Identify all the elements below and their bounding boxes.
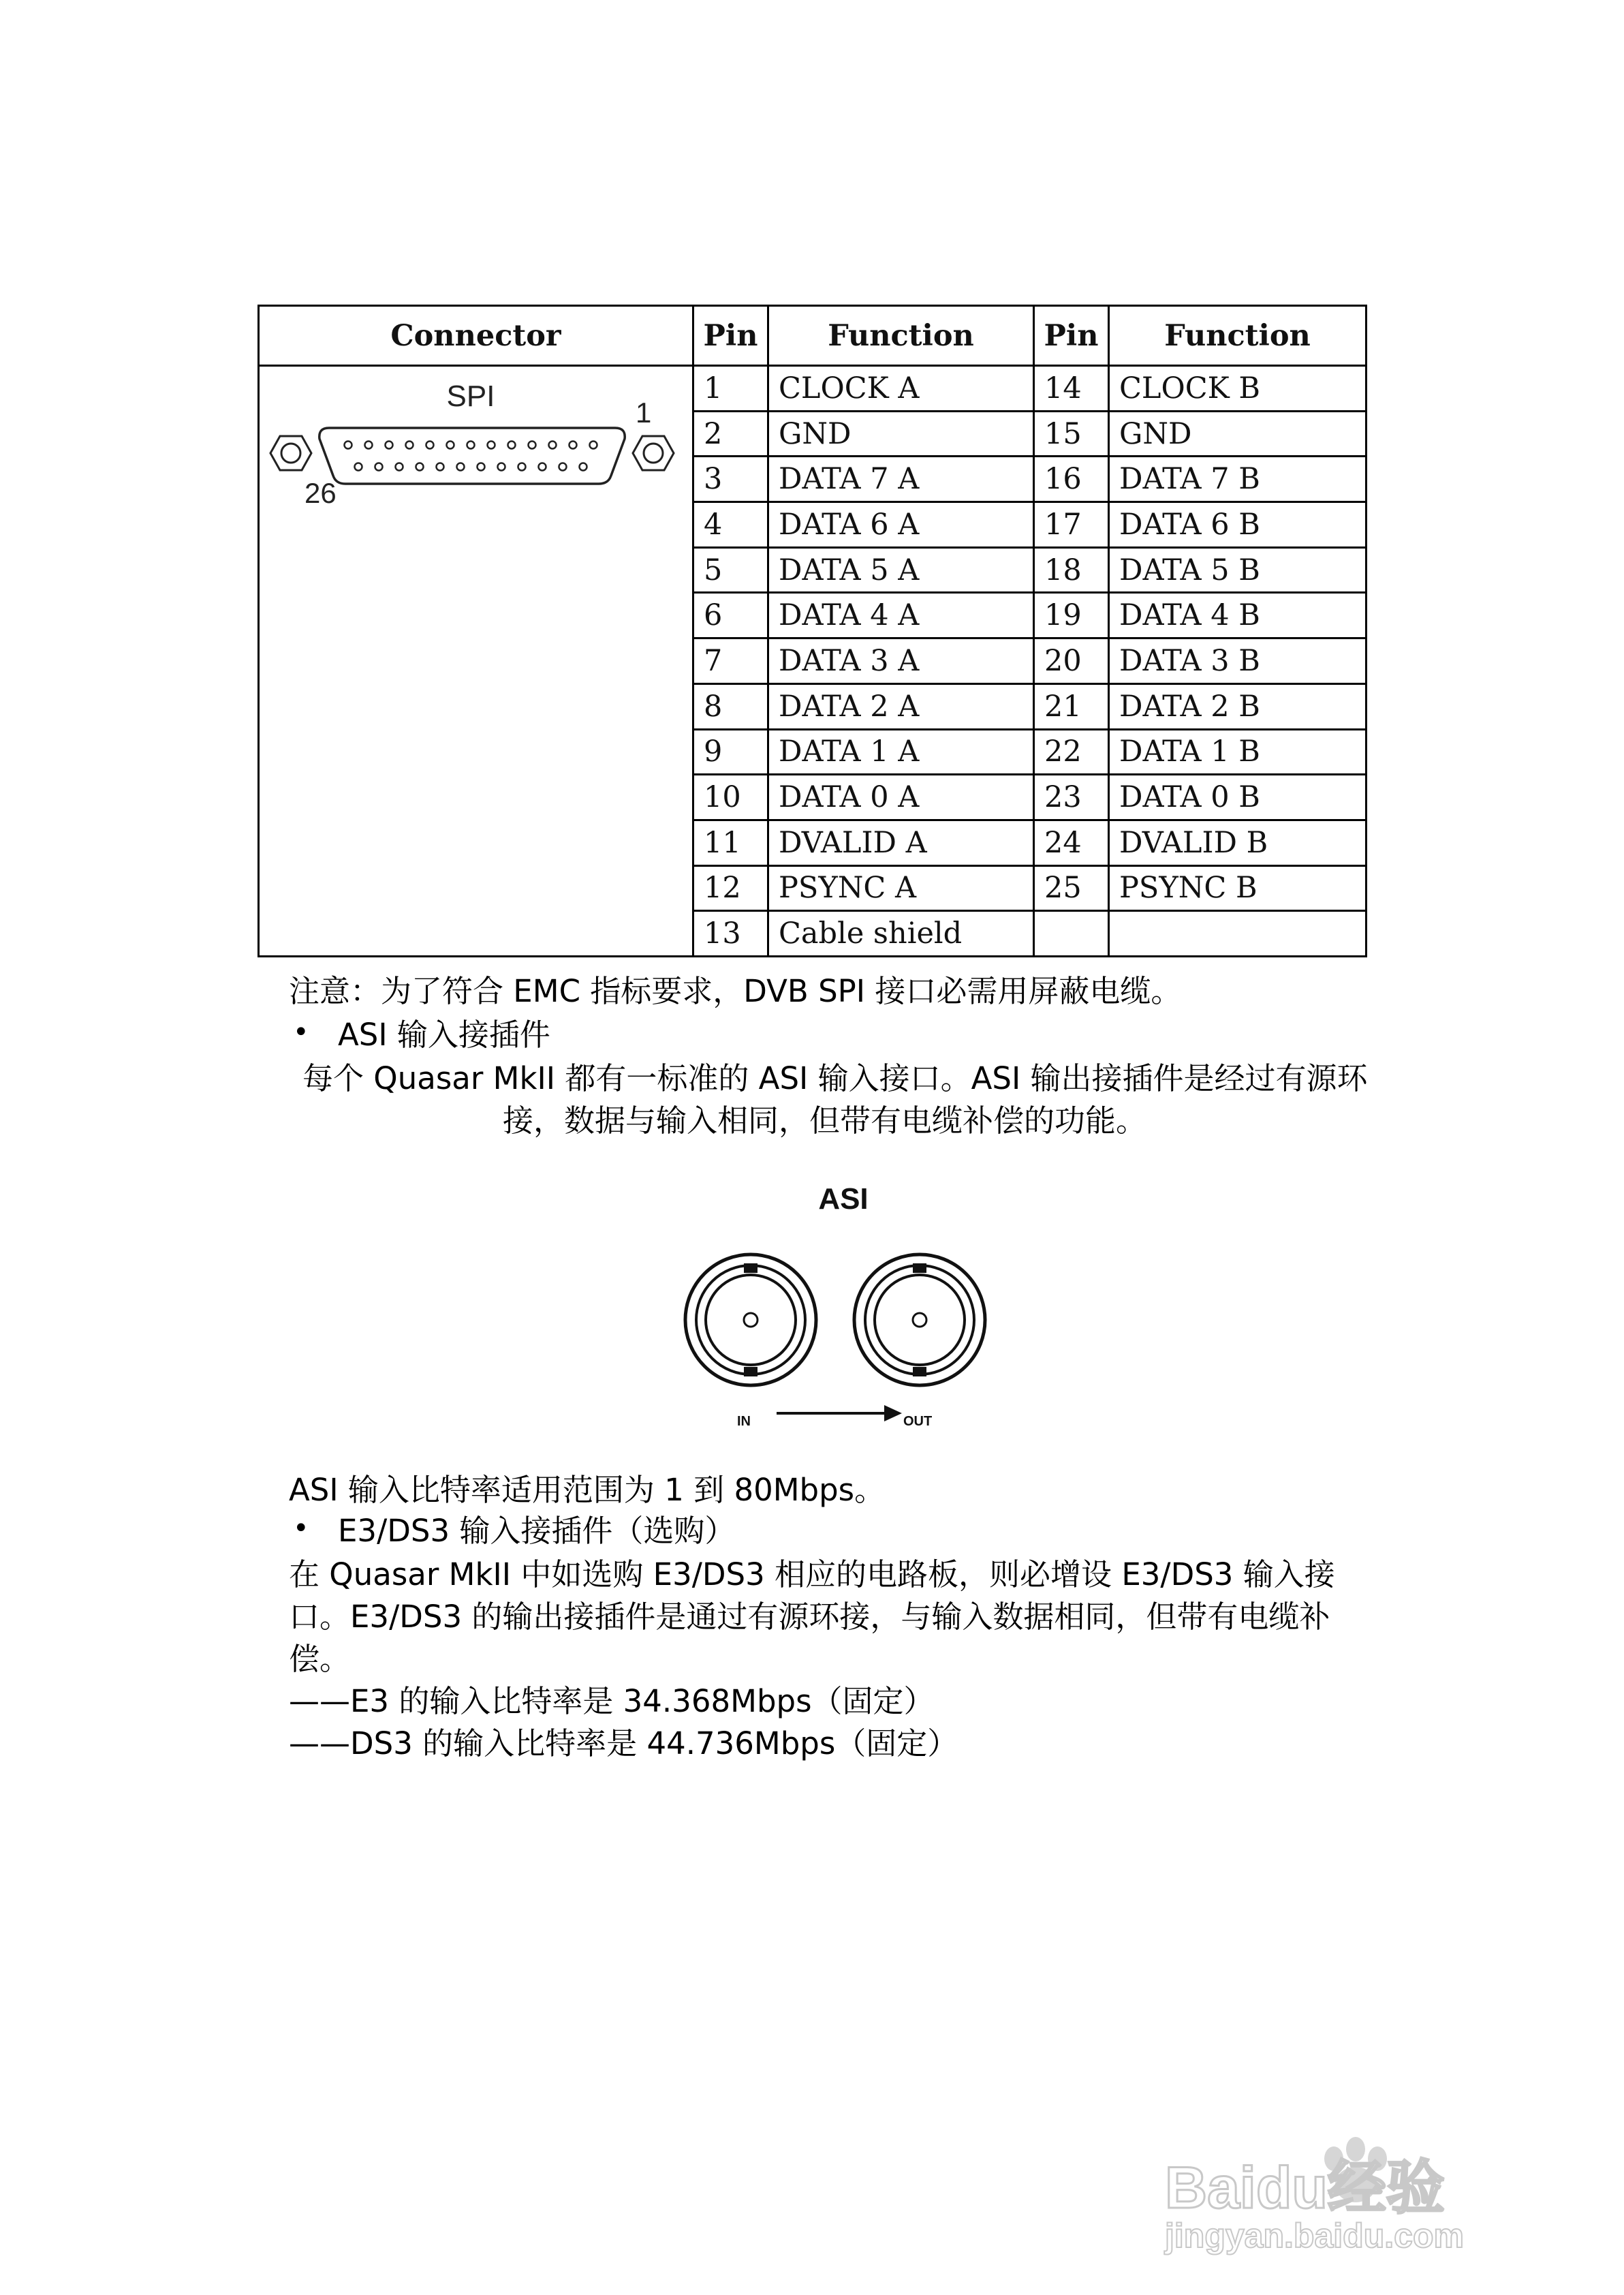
cell-function-b: DATA 5 B [1109,547,1367,593]
header-pin-a: Pin [693,306,768,366]
cell-function-a: DATA 4 A [768,593,1034,638]
cell-pin-a: 8 [693,683,768,729]
cell-pin-b [1034,911,1109,957]
db25-pin-dot [559,463,567,471]
cell-function-b: DATA 0 B [1109,775,1367,820]
connector-label: SPI [446,380,495,413]
db25-pins [345,442,597,471]
cell-pin-a: 12 [693,865,768,911]
cell-function-a: DVALID A [768,820,1034,865]
asi-in-label: IN [737,1414,751,1429]
cell-pin-a: 11 [693,820,768,865]
asi-out-label: OUT [903,1414,933,1429]
cell-function-a: GND [768,411,1034,457]
asi-connector-figure [668,1167,1008,1466]
spi-db25-connector-icon [260,367,690,544]
db25-pin-dot [426,442,434,449]
cell-function-b [1109,911,1367,957]
left-screw-icon [270,436,311,470]
bullet-dot: • [293,1513,309,1544]
db25-pin-dot [518,463,526,471]
db25-pin-dot [478,463,485,471]
connector-pin-last: 26 [304,477,337,509]
cell-pin-a: 4 [693,502,768,548]
db25-pin-dot [375,463,383,471]
e3-bullet-heading: E3/DS3 输入接插件（选购） [338,1513,736,1549]
cell-function-b: DATA 4 B [1109,593,1367,638]
cell-function-a: DATA 2 A [768,683,1034,729]
cell-function-b: CLOCK B [1109,366,1367,412]
asi-description-line-1: 每个 Quasar MkII 都有一标准的 ASI 输入接口。ASI 输出接插件是经过有源环 [302,1060,1368,1096]
db25-pin-dot [406,442,413,449]
cell-pin-a: 5 [693,547,768,593]
cell-pin-a: 2 [693,411,768,457]
cell-function-a: DATA 0 A [768,775,1034,820]
db25-pin-dot [498,463,505,471]
asi-bullet-heading: ASI 输入接插件 [338,1017,550,1053]
db25-pin-dot [447,442,454,449]
baidu-jingyan-watermark [1151,2119,1560,2255]
cell-pin-a: 10 [693,775,768,820]
db25-pin-dot [396,463,403,471]
cell-pin-b: 14 [1034,366,1109,412]
bnc-in-connector-icon [685,1254,816,1385]
cell-function-b: PSYNC B [1109,865,1367,911]
cell-pin-b: 15 [1034,411,1109,457]
db25-pin-dot [457,463,465,471]
cell-pin-a: 1 [693,366,768,412]
cell-function-a: PSYNC A [768,865,1034,911]
cell-pin-b: 19 [1034,593,1109,638]
cell-pin-a: 6 [693,593,768,638]
cell-function-b: DATA 2 B [1109,683,1367,729]
db25-shell [319,428,625,484]
cell-pin-b: 18 [1034,547,1109,593]
header-function-b: Function [1109,306,1367,366]
asi-description-line-2: 接，数据与输入相同，但带有电缆补偿的功能。 [503,1103,1147,1139]
bnc-out-connector-icon [854,1254,985,1385]
db25-pin-dot [529,442,536,449]
table-row [259,366,1367,412]
db25-pin-dot [416,463,424,471]
table-header-row [259,306,1367,366]
cell-pin-b: 25 [1034,865,1109,911]
db25-pin-dot [580,463,587,471]
cell-pin-b: 22 [1034,729,1109,775]
asi-figure-title: ASI [818,1182,869,1216]
cell-function-b: GND [1109,411,1367,457]
emc-note: 注意：为了符合 EMC 指标要求，DVB SPI 接口必需用屏蔽电缆。 [289,973,1182,1009]
db25-pin-dot [539,463,546,471]
cell-function-b: DATA 1 B [1109,729,1367,775]
cell-function-b: DVALID B [1109,820,1367,865]
e3-description-line-2: 口。E3/DS3 的输出接插件是通过有源环接，与输入数据相同，但带有电缆补 [289,1599,1330,1635]
arrow-right-icon [777,1405,902,1421]
db25-pin-dot [386,442,393,449]
db25-pin-dot [590,442,597,449]
cell-pin-b: 23 [1034,775,1109,820]
db25-pin-dot [365,442,373,449]
header-function-a: Function [768,306,1034,366]
bullet-dot: • [293,1017,309,1048]
e3-rate-text: ——E3 的输入比特率是 34.368Mbps（固定） [289,1683,935,1719]
cell-function-a: DATA 5 A [768,547,1034,593]
cell-function-b: DATA 3 B [1109,638,1367,684]
right-screw-icon [633,436,674,470]
cell-function-a: DATA 7 A [768,457,1034,502]
cell-function-a: DATA 6 A [768,502,1034,548]
db25-pin-dot [549,442,557,449]
cell-function-a: Cable shield [768,911,1034,957]
e3-description-line-3: 偿。 [289,1641,351,1677]
pin-table [257,305,1367,957]
cell-function-b: DATA 6 B [1109,502,1367,548]
asi-rate-text: ASI 输入比特率适用范围为 1 到 80Mbps。 [289,1472,886,1508]
cell-pin-a: 3 [693,457,768,502]
cell-pin-b: 21 [1034,683,1109,729]
cell-pin-b: 24 [1034,820,1109,865]
cell-pin-b: 16 [1034,457,1109,502]
db25-pin-dot [508,442,516,449]
cell-pin-b: 17 [1034,502,1109,548]
cell-pin-b: 20 [1034,638,1109,684]
db25-pin-dot [569,442,577,449]
connector-cell [259,366,693,957]
e3-description-line-1: 在 Quasar MkII 中如选购 E3/DS3 相应的电路板，则必增设 E3/DS3 输入接 [289,1556,1335,1592]
connector-pin-first: 1 [636,397,652,429]
cell-function-b: DATA 7 B [1109,457,1367,502]
db25-pin-dot [488,442,495,449]
header-pin-b: Pin [1034,306,1109,366]
cell-function-a: CLOCK A [768,366,1034,412]
db25-pin-dot [355,463,362,471]
watermark-url: jingyan.baidu.com [1165,2217,1464,2255]
cell-function-a: DATA 3 A [768,638,1034,684]
ds3-rate-text: ——DS3 的输入比特率是 44.736Mbps（固定） [289,1725,958,1761]
cell-pin-a: 13 [693,911,768,957]
header-connector: Connector [259,306,693,366]
cell-function-a: DATA 1 A [768,729,1034,775]
db25-pin-dot [467,442,475,449]
db25-pin-dot [437,463,444,471]
cell-pin-a: 9 [693,729,768,775]
cell-pin-a: 7 [693,638,768,684]
db25-pin-dot [345,442,352,449]
watermark-brand: Baidu经验 [1165,2155,1445,2221]
